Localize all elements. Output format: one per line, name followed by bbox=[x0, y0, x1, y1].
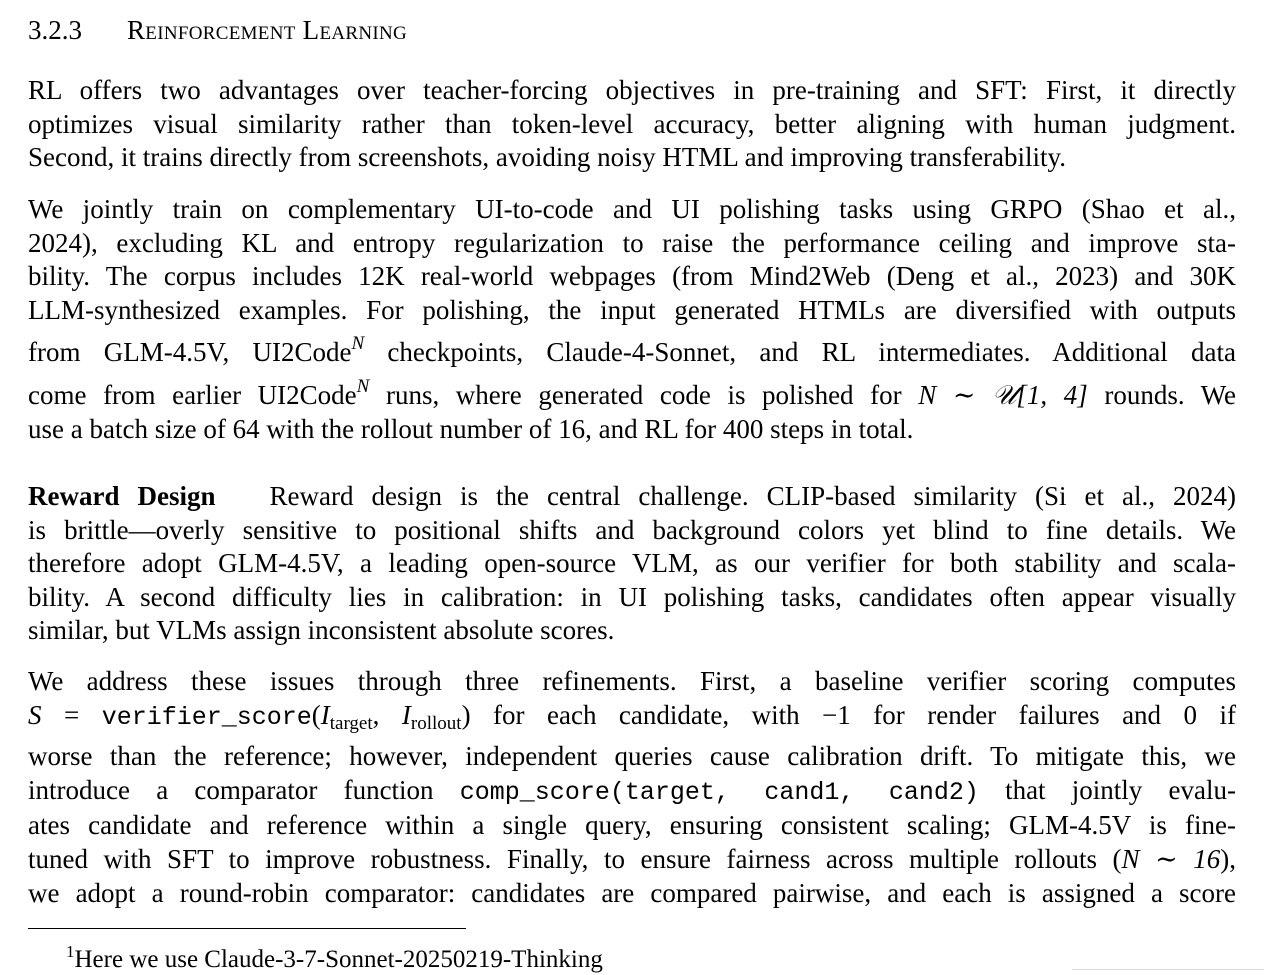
text-line: ates candidate and reference within a single query, ensuring consistent scaling; GLM-4.5V is fine- bbox=[28, 810, 1236, 841]
math-op: ) bbox=[461, 699, 471, 730]
text-line: worse than the reference; however, independent queries cause calibration drift. To mitigate this, we bbox=[28, 741, 1236, 772]
section-number: 3.2.3 bbox=[28, 15, 82, 45]
text-line: optimizes visual similarity rather than token-level accuracy, better aligning with human judgment. bbox=[28, 108, 1236, 139]
text-line bbox=[28, 370, 1236, 413]
text-line: We address these issues through three refinements. First, a baseline verifier scoring computes bbox=[28, 666, 1236, 696]
text-line bbox=[28, 327, 1236, 370]
text-line: RL offers two advantages over teacher-forcing objectives in pre-training and SFT: First, it directly bbox=[28, 75, 1236, 105]
footnote-text: Here we use Claude-3-7-Sonnet-20250219-Thinking bbox=[74, 946, 603, 973]
text-line: Second, it trains directly from screenshots, avoiding noisy HTML and improving transferability. bbox=[28, 142, 1067, 173]
text-line bbox=[28, 699, 1236, 741]
footnote bbox=[66, 937, 603, 975]
text-line: bility. The corpus includes 12K real-world webpages (from Mind2Web (Deng et al., 2023) and 30K bbox=[28, 261, 1236, 292]
text-fragment: checkpoints, Claude-4-Sonnet, and RL intermediates. Additional data bbox=[364, 337, 1236, 368]
footnote-mark: 1 bbox=[66, 942, 75, 961]
superscript: N bbox=[356, 375, 370, 397]
text-line: is brittle—overly sensitive to positional shifts and background colors yet blind to fine details. We bbox=[28, 514, 1236, 545]
section-heading bbox=[28, 14, 407, 46]
paragraph-training-setup bbox=[28, 193, 1236, 446]
paragraph-rl-advantages bbox=[28, 74, 1236, 175]
paragraph-refinements bbox=[28, 665, 1236, 910]
text-line: LLM-synthesized examples. For polishing, the input generated HTMLs are diversified with outputs bbox=[28, 294, 1236, 325]
text-fragment: that jointly evalu- bbox=[978, 774, 1236, 805]
text-fragment: tuned with SFT to improve robustness. Finally, to ensure fairness across multiple rollouts ( bbox=[28, 843, 1122, 874]
math-inline: N ∼ 𝒰[1, 4] bbox=[918, 379, 1088, 410]
section-title: Reinforcement Learning bbox=[127, 15, 408, 45]
text-fragment: rounds. We bbox=[1087, 379, 1236, 410]
text-line: use a batch size of 64 with the rollout number of 16, and RL for 400 steps in total. bbox=[28, 413, 914, 444]
text-fragment: for each candidate, with −1 for render failures and 0 if bbox=[470, 699, 1237, 730]
footnote-rule bbox=[28, 928, 466, 929]
math-var: I bbox=[320, 699, 330, 730]
text-fragment: ), bbox=[1220, 843, 1236, 874]
page-edge-line bbox=[1072, 969, 1264, 970]
text-line bbox=[28, 843, 1236, 877]
subscript: target bbox=[329, 712, 373, 734]
text-fragment: Reward design is the central challenge. CLIP-based similarity (Si et al., 2024) bbox=[269, 481, 1237, 511]
text-fragment: introduce a comparator function bbox=[28, 774, 460, 805]
math-op: ( bbox=[311, 699, 321, 730]
text-line: similar, but VLMs assign inconsistent absolute scores. bbox=[28, 615, 615, 646]
code-inline: comp_score(target, cand1, cand2) bbox=[459, 777, 979, 807]
paragraph-heading: Reward Design bbox=[28, 481, 216, 511]
math-var: S bbox=[28, 699, 42, 730]
text-line: 2024), excluding KL and entropy regularization to raise the performance ceiling and improve sta- bbox=[28, 227, 1236, 258]
text-line: We jointly train on complementary UI-to-code and UI polishing tasks using GRPO (Shao et al., bbox=[28, 194, 1236, 224]
text-line: therefore adopt GLM-4.5V, a leading open-source VLM, as our verifier for both stability and scala- bbox=[28, 548, 1236, 579]
text-fragment: runs, where generated code is polished for bbox=[369, 379, 919, 410]
text-fragment: from GLM-4.5V, UI2Code bbox=[28, 337, 352, 368]
text-line bbox=[28, 480, 1236, 514]
code-inline: verifier_score bbox=[101, 702, 312, 732]
math-var: I bbox=[401, 699, 411, 730]
text-line: we adopt a round-robin comparator: candidates are compared pairwise, and each is assigned a score bbox=[28, 877, 1236, 908]
subscript: rollout bbox=[410, 712, 462, 734]
paragraph-reward-design bbox=[28, 480, 1236, 648]
text-fragment: come from earlier UI2Code bbox=[28, 379, 357, 410]
text-line bbox=[28, 774, 1236, 810]
text-line: bility. A second difficulty lies in calibration: in UI polishing tasks, candidates often appear visually bbox=[28, 581, 1236, 612]
superscript: N bbox=[351, 333, 365, 355]
math-inline: N ∼ 16 bbox=[1121, 843, 1221, 874]
math-op: = bbox=[41, 699, 102, 730]
math-op: , bbox=[372, 699, 402, 730]
